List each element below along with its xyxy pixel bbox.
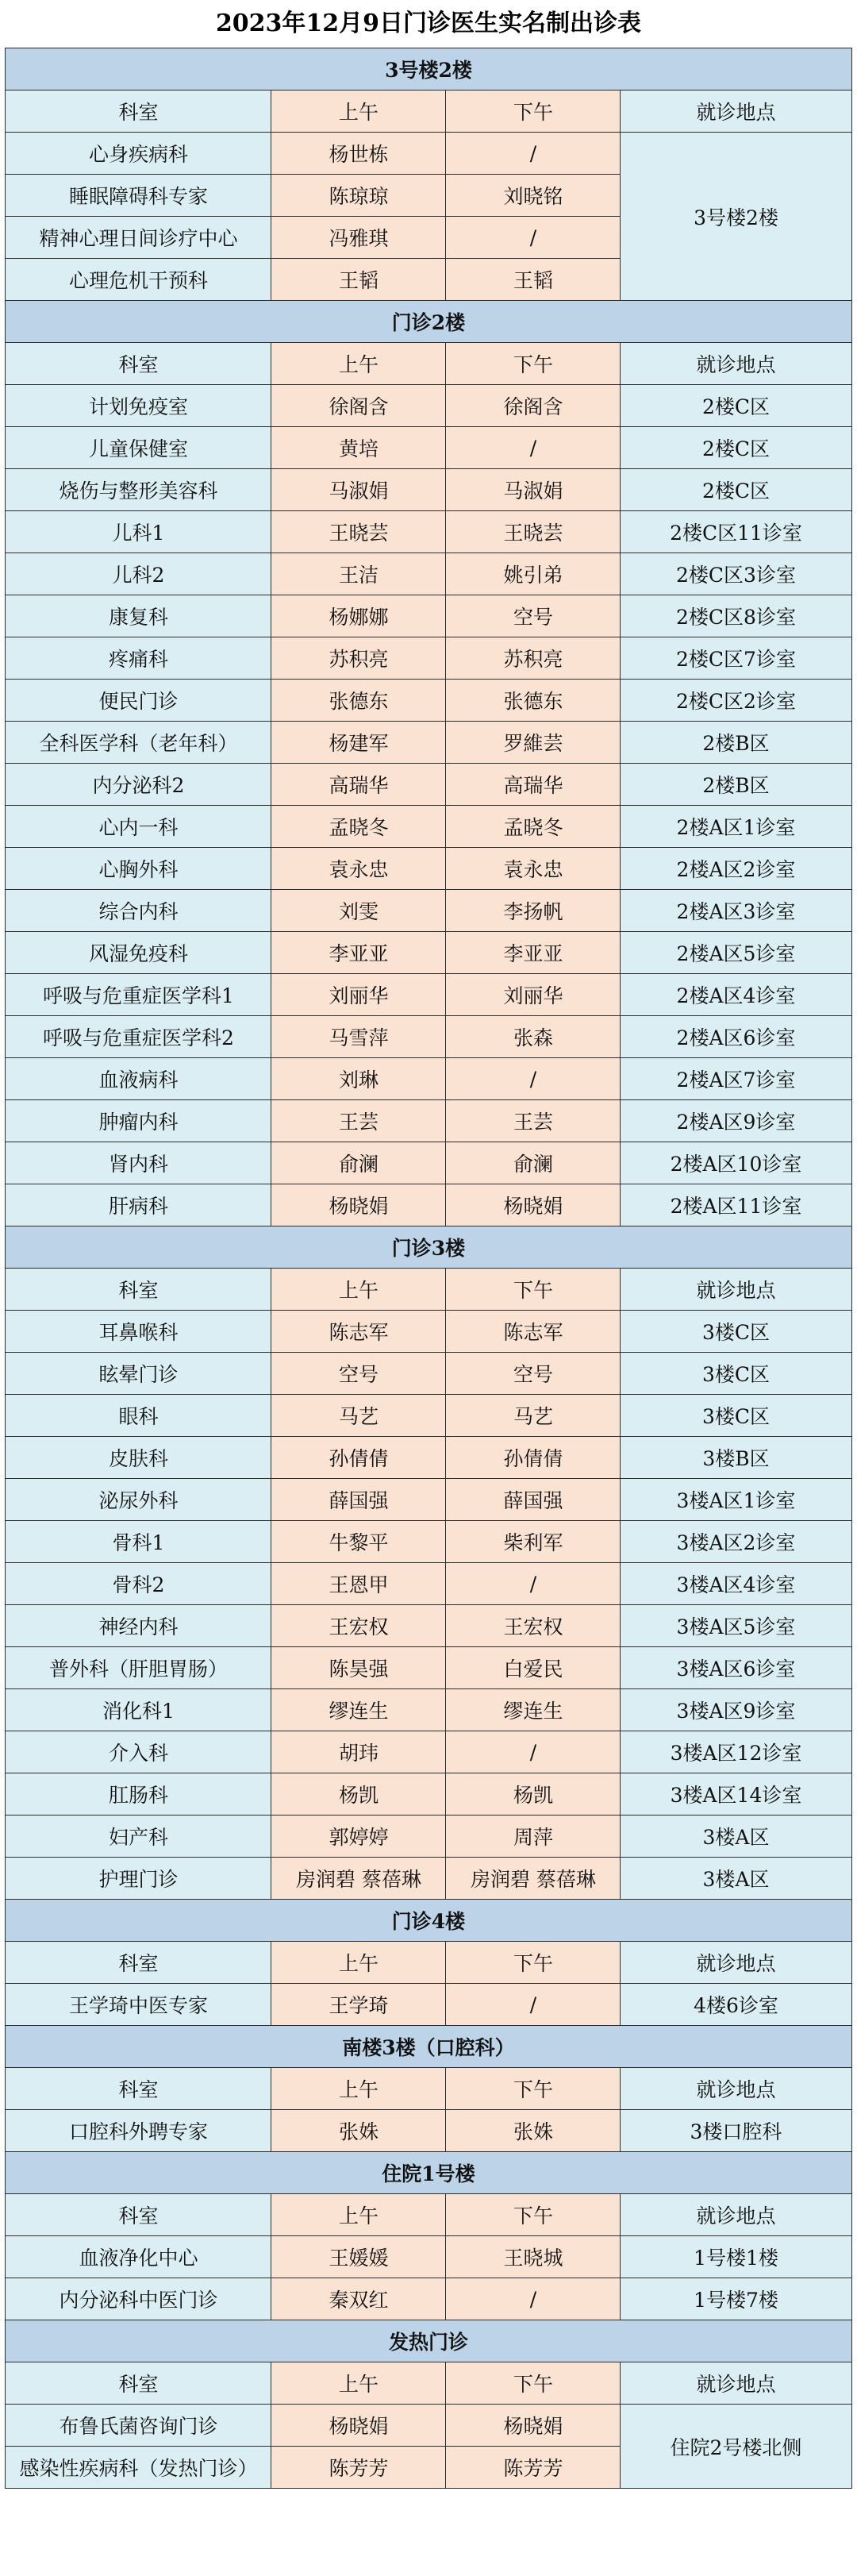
header-pm: 下午 <box>446 2068 621 2110</box>
table-row <box>6 848 851 890</box>
section-row <box>6 2152 851 2194</box>
morning-doctor-cell: 刘琳 <box>271 1058 446 1100</box>
afternoon-doctor-cell: 王宏权 <box>446 1605 621 1647</box>
department-cell: 骨科1 <box>6 1521 271 1563</box>
page-title: 2023年12月9日门诊医生实名制出诊表 <box>215 10 642 37</box>
department-cell: 睡眠障碍科专家 <box>6 175 271 217</box>
header-dept: 科室 <box>6 1942 271 1984</box>
morning-doctor-cell: 杨晓娟 <box>271 2405 446 2447</box>
morning-doctor-cell: 秦双红 <box>271 2278 446 2320</box>
location-cell: 2楼C区3诊室 <box>621 553 851 595</box>
morning-doctor-cell: 王洁 <box>271 553 446 595</box>
afternoon-doctor-cell: 柴利军 <box>446 1521 621 1563</box>
location-cell: 2楼A区3诊室 <box>621 890 851 932</box>
department-cell: 肝病科 <box>6 1184 271 1226</box>
morning-doctor-cell: 马淑娟 <box>271 469 446 511</box>
table-row <box>6 1689 851 1731</box>
department-cell: 皮肤科 <box>6 1437 271 1479</box>
location-cell: 1号楼7楼 <box>621 2278 851 2320</box>
morning-doctor-cell: 牛黎平 <box>271 1521 446 1563</box>
afternoon-doctor-cell: 罗維芸 <box>446 722 621 764</box>
location-cell: 2楼C区2诊室 <box>621 680 851 722</box>
department-cell: 护理门诊 <box>6 1858 271 1900</box>
table-row <box>6 1395 851 1437</box>
location-cell: 3楼A区6诊室 <box>621 1647 851 1689</box>
header-row <box>6 2362 851 2405</box>
department-cell: 普外科（肝胆胃肠） <box>6 1647 271 1689</box>
location-cell: 2楼B区 <box>621 764 851 806</box>
department-cell: 眼科 <box>6 1395 271 1437</box>
table-row <box>6 1058 851 1100</box>
location-cell: 2楼C区7诊室 <box>621 637 851 680</box>
table-row <box>6 1816 851 1858</box>
afternoon-doctor-cell: 袁永忠 <box>446 848 621 890</box>
table-row <box>6 385 851 427</box>
morning-doctor-cell: 缪连生 <box>271 1689 446 1731</box>
afternoon-doctor-cell: 白爱民 <box>446 1647 621 1689</box>
department-cell: 计划免疫室 <box>6 385 271 427</box>
department-cell: 康复科 <box>6 595 271 637</box>
department-cell: 风湿免疫科 <box>6 932 271 974</box>
table-row <box>6 1773 851 1816</box>
location-cell: 3楼B区 <box>621 1437 851 1479</box>
header-location: 就诊地点 <box>621 90 851 133</box>
department-cell: 妇产科 <box>6 1816 271 1858</box>
section-row <box>6 1900 851 1942</box>
department-cell: 王学琦中医专家 <box>6 1984 271 2026</box>
location-cell: 2楼A区4诊室 <box>621 974 851 1016</box>
header-pm: 下午 <box>446 1942 621 1984</box>
section-title: 南楼3楼（口腔科） <box>6 2026 851 2068</box>
morning-doctor-cell: 杨娜娜 <box>271 595 446 637</box>
department-cell: 布鲁氏菌咨询门诊 <box>6 2405 271 2447</box>
table-row <box>6 1731 851 1773</box>
morning-doctor-cell: 张德东 <box>271 680 446 722</box>
morning-doctor-cell: 孟晓冬 <box>271 806 446 848</box>
morning-doctor-cell: 杨凯 <box>271 1773 446 1816</box>
header-am: 上午 <box>271 343 446 385</box>
section-title: 门诊3楼 <box>6 1226 851 1269</box>
department-cell: 耳鼻喉科 <box>6 1311 271 1353</box>
location-cell: 2楼A区9诊室 <box>621 1100 851 1142</box>
table-row <box>6 806 851 848</box>
department-cell: 精神心理日间诊疗中心 <box>6 217 271 259</box>
department-cell: 肛肠科 <box>6 1773 271 1816</box>
location-cell: 2楼A区7诊室 <box>621 1058 851 1100</box>
header-location: 就诊地点 <box>621 2194 851 2236</box>
morning-doctor-cell: 徐阁含 <box>271 385 446 427</box>
location-cell: 3楼口腔科 <box>621 2110 851 2152</box>
location-cell: 1号楼1楼 <box>621 2236 851 2278</box>
department-cell: 便民门诊 <box>6 680 271 722</box>
afternoon-doctor-cell: 刘丽华 <box>446 974 621 1016</box>
department-cell: 心理危机干预科 <box>6 259 271 301</box>
table-row <box>6 1142 851 1184</box>
morning-doctor-cell: 陈芳芳 <box>271 2447 446 2489</box>
morning-doctor-cell: 王媛媛 <box>271 2236 446 2278</box>
location-cell: 2楼C区 <box>621 427 851 469</box>
location-cell: 3楼A区14诊室 <box>621 1773 851 1816</box>
afternoon-doctor-cell: / <box>446 133 621 175</box>
location-cell: 3楼A区5诊室 <box>621 1605 851 1647</box>
table-row <box>6 1521 851 1563</box>
morning-doctor-cell: 王学琦 <box>271 1984 446 2026</box>
table-row <box>6 1016 851 1058</box>
afternoon-doctor-cell: 姚引弟 <box>446 553 621 595</box>
table-row <box>6 469 851 511</box>
header-location: 就诊地点 <box>621 2068 851 2110</box>
morning-doctor-cell: 陈昊强 <box>271 1647 446 1689</box>
schedule-table <box>5 48 851 2489</box>
morning-doctor-cell: 苏积亮 <box>271 637 446 680</box>
morning-doctor-cell: 薛国强 <box>271 1479 446 1521</box>
header-am: 上午 <box>271 1269 446 1311</box>
table-row <box>6 2278 851 2320</box>
location-cell: 3楼C区 <box>621 1395 851 1437</box>
section-title: 3号楼2楼 <box>6 48 851 90</box>
morning-doctor-cell: 刘丽华 <box>271 974 446 1016</box>
afternoon-doctor-cell: 陈志军 <box>446 1311 621 1353</box>
header-dept: 科室 <box>6 1269 271 1311</box>
table-row <box>6 932 851 974</box>
morning-doctor-cell: 冯雅琪 <box>271 217 446 259</box>
department-cell: 内分泌科中医门诊 <box>6 2278 271 2320</box>
department-cell: 儿科2 <box>6 553 271 595</box>
location-cell: 3楼A区9诊室 <box>621 1689 851 1731</box>
table-row <box>6 680 851 722</box>
department-cell: 泌尿外科 <box>6 1479 271 1521</box>
department-cell: 呼吸与危重症医学科1 <box>6 974 271 1016</box>
header-am: 上午 <box>271 2068 446 2110</box>
afternoon-doctor-cell: 张森 <box>446 1016 621 1058</box>
morning-doctor-cell: 空号 <box>271 1353 446 1395</box>
header-am: 上午 <box>271 1942 446 1984</box>
morning-doctor-cell: 杨世栋 <box>271 133 446 175</box>
department-cell: 肾内科 <box>6 1142 271 1184</box>
header-dept: 科室 <box>6 2068 271 2110</box>
location-cell: 住院2号楼北侧 <box>621 2405 851 2489</box>
header-row <box>6 2194 851 2236</box>
department-cell: 神经内科 <box>6 1605 271 1647</box>
header-dept: 科室 <box>6 343 271 385</box>
header-pm: 下午 <box>446 343 621 385</box>
table-row <box>6 2110 851 2152</box>
table-row <box>6 2236 851 2278</box>
afternoon-doctor-cell: 张姝 <box>446 2110 621 2152</box>
table-row <box>6 1563 851 1605</box>
morning-doctor-cell: 陈志军 <box>271 1311 446 1353</box>
department-cell: 介入科 <box>6 1731 271 1773</box>
section-row <box>6 2320 851 2362</box>
location-cell: 2楼A区1诊室 <box>621 806 851 848</box>
morning-doctor-cell: 胡玮 <box>271 1731 446 1773</box>
section-title: 门诊2楼 <box>6 301 851 343</box>
morning-doctor-cell: 杨晓娟 <box>271 1184 446 1226</box>
table-row <box>6 1647 851 1689</box>
morning-doctor-cell: 高瑞华 <box>271 764 446 806</box>
location-cell: 2楼C区11诊室 <box>621 511 851 553</box>
table-row <box>6 511 851 553</box>
header-am: 上午 <box>271 2194 446 2236</box>
header-location: 就诊地点 <box>621 1942 851 1984</box>
morning-doctor-cell: 陈琼琼 <box>271 175 446 217</box>
afternoon-doctor-cell: 王韬 <box>446 259 621 301</box>
morning-doctor-cell: 袁永忠 <box>271 848 446 890</box>
morning-doctor-cell: 马艺 <box>271 1395 446 1437</box>
afternoon-doctor-cell: 苏积亮 <box>446 637 621 680</box>
morning-doctor-cell: 杨建军 <box>271 722 446 764</box>
department-cell: 消化科1 <box>6 1689 271 1731</box>
afternoon-doctor-cell: 杨凯 <box>446 1773 621 1816</box>
morning-doctor-cell: 李亚亚 <box>271 932 446 974</box>
department-cell: 骨科2 <box>6 1563 271 1605</box>
table-row <box>6 1605 851 1647</box>
header-dept: 科室 <box>6 2194 271 2236</box>
afternoon-doctor-cell: 李扬帆 <box>446 890 621 932</box>
afternoon-doctor-cell: 周萍 <box>446 1816 621 1858</box>
table-row <box>6 427 851 469</box>
afternoon-doctor-cell: 王芸 <box>446 1100 621 1142</box>
table-row <box>6 553 851 595</box>
header-dept: 科室 <box>6 2362 271 2405</box>
table-row <box>6 595 851 637</box>
table-row <box>6 1311 851 1353</box>
section-title: 发热门诊 <box>6 2320 851 2362</box>
department-cell: 血液病科 <box>6 1058 271 1100</box>
department-cell: 内分泌科2 <box>6 764 271 806</box>
header-location: 就诊地点 <box>621 1269 851 1311</box>
afternoon-doctor-cell: 房润碧 蔡蓓琳 <box>446 1858 621 1900</box>
header-am: 上午 <box>271 90 446 133</box>
location-cell: 3号楼2楼 <box>621 133 851 301</box>
afternoon-doctor-cell: / <box>446 1563 621 1605</box>
department-cell: 心身疾病科 <box>6 133 271 175</box>
afternoon-doctor-cell: 李亚亚 <box>446 932 621 974</box>
header-row <box>6 1942 851 1984</box>
location-cell: 3楼A区2诊室 <box>621 1521 851 1563</box>
location-cell: 3楼A区1诊室 <box>621 1479 851 1521</box>
location-cell: 3楼A区 <box>621 1816 851 1858</box>
afternoon-doctor-cell: / <box>446 1058 621 1100</box>
morning-doctor-cell: 王芸 <box>271 1100 446 1142</box>
table-row <box>6 974 851 1016</box>
afternoon-doctor-cell: 高瑞华 <box>446 764 621 806</box>
afternoon-doctor-cell: / <box>446 1984 621 2026</box>
location-cell: 3楼A区12诊室 <box>621 1731 851 1773</box>
department-cell: 儿童保健室 <box>6 427 271 469</box>
department-cell: 肿瘤内科 <box>6 1100 271 1142</box>
afternoon-doctor-cell: / <box>446 2278 621 2320</box>
header-location: 就诊地点 <box>621 343 851 385</box>
afternoon-doctor-cell: 陈芳芳 <box>446 2447 621 2489</box>
location-cell: 2楼A区6诊室 <box>621 1016 851 1058</box>
table-row <box>6 637 851 680</box>
location-cell: 2楼A区10诊室 <box>621 1142 851 1184</box>
header-row <box>6 343 851 385</box>
section-title: 门诊4楼 <box>6 1900 851 1942</box>
location-cell: 2楼C区8诊室 <box>621 595 851 637</box>
afternoon-doctor-cell: 空号 <box>446 1353 621 1395</box>
morning-doctor-cell: 王韬 <box>271 259 446 301</box>
afternoon-doctor-cell: 空号 <box>446 595 621 637</box>
department-cell: 眩晕门诊 <box>6 1353 271 1395</box>
department-cell: 全科医学科（老年科） <box>6 722 271 764</box>
section-row <box>6 301 851 343</box>
table-row <box>6 133 851 175</box>
table-row <box>6 1984 851 2026</box>
department-cell: 心内一科 <box>6 806 271 848</box>
morning-doctor-cell: 王晓芸 <box>271 511 446 553</box>
table-row <box>6 1479 851 1521</box>
location-cell: 2楼A区2诊室 <box>621 848 851 890</box>
header-row <box>6 90 851 133</box>
table-row <box>6 1858 851 1900</box>
table-row <box>6 764 851 806</box>
department-cell: 感染性疾病科（发热门诊） <box>6 2447 271 2489</box>
afternoon-doctor-cell: / <box>446 427 621 469</box>
afternoon-doctor-cell: 刘晓铭 <box>446 175 621 217</box>
header-row <box>6 1269 851 1311</box>
section-title: 住院1号楼 <box>6 2152 851 2194</box>
table-row <box>6 1184 851 1226</box>
afternoon-doctor-cell: 王晓芸 <box>446 511 621 553</box>
location-cell: 2楼C区 <box>621 385 851 427</box>
header-pm: 下午 <box>446 1269 621 1311</box>
table-row <box>6 1353 851 1395</box>
location-cell: 3楼C区 <box>621 1311 851 1353</box>
morning-doctor-cell: 俞澜 <box>271 1142 446 1184</box>
location-cell: 2楼C区 <box>621 469 851 511</box>
location-cell: 2楼A区11诊室 <box>621 1184 851 1226</box>
location-cell: 2楼B区 <box>621 722 851 764</box>
location-cell: 2楼A区5诊室 <box>621 932 851 974</box>
afternoon-doctor-cell: 俞澜 <box>446 1142 621 1184</box>
header-pm: 下午 <box>446 2362 621 2405</box>
table-row <box>6 1437 851 1479</box>
morning-doctor-cell: 黄培 <box>271 427 446 469</box>
department-cell: 心胸外科 <box>6 848 271 890</box>
afternoon-doctor-cell: 缪连生 <box>446 1689 621 1731</box>
section-row <box>6 48 851 90</box>
department-cell: 呼吸与危重症医学科2 <box>6 1016 271 1058</box>
department-cell: 综合内科 <box>6 890 271 932</box>
location-cell: 3楼A区4诊室 <box>621 1563 851 1605</box>
morning-doctor-cell: 郭婷婷 <box>271 1816 446 1858</box>
department-cell: 疼痛科 <box>6 637 271 680</box>
location-cell: 3楼A区 <box>621 1858 851 1900</box>
department-cell: 血液净化中心 <box>6 2236 271 2278</box>
afternoon-doctor-cell: 孟晓冬 <box>446 806 621 848</box>
afternoon-doctor-cell: 孙倩倩 <box>446 1437 621 1479</box>
location-cell: 3楼C区 <box>621 1353 851 1395</box>
afternoon-doctor-cell: 杨晓娟 <box>446 1184 621 1226</box>
table-row <box>6 2405 851 2447</box>
table-row <box>6 1100 851 1142</box>
afternoon-doctor-cell: 张德东 <box>446 680 621 722</box>
morning-doctor-cell: 王恩甲 <box>271 1563 446 1605</box>
afternoon-doctor-cell: 王晓城 <box>446 2236 621 2278</box>
section-row <box>6 1226 851 1269</box>
table-row <box>6 890 851 932</box>
morning-doctor-cell: 孙倩倩 <box>271 1437 446 1479</box>
header-pm: 下午 <box>446 2194 621 2236</box>
section-row <box>6 2026 851 2068</box>
header-pm: 下午 <box>446 90 621 133</box>
afternoon-doctor-cell: 杨晓娟 <box>446 2405 621 2447</box>
afternoon-doctor-cell: 马淑娟 <box>446 469 621 511</box>
department-cell: 烧伤与整形美容科 <box>6 469 271 511</box>
header-am: 上午 <box>271 2362 446 2405</box>
location-cell: 4楼6诊室 <box>621 1984 851 2026</box>
morning-doctor-cell: 张姝 <box>271 2110 446 2152</box>
header-dept: 科室 <box>6 90 271 133</box>
morning-doctor-cell: 房润碧 蔡蓓琳 <box>271 1858 446 1900</box>
header-row <box>6 2068 851 2110</box>
morning-doctor-cell: 王宏权 <box>271 1605 446 1647</box>
header-location: 就诊地点 <box>621 2362 851 2405</box>
afternoon-doctor-cell: 马艺 <box>446 1395 621 1437</box>
department-cell: 口腔科外聘专家 <box>6 2110 271 2152</box>
morning-doctor-cell: 马雪萍 <box>271 1016 446 1058</box>
afternoon-doctor-cell: / <box>446 217 621 259</box>
department-cell: 儿科1 <box>6 511 271 553</box>
afternoon-doctor-cell: 徐阁含 <box>446 385 621 427</box>
morning-doctor-cell: 刘雯 <box>271 890 446 932</box>
afternoon-doctor-cell: / <box>446 1731 621 1773</box>
afternoon-doctor-cell: 薛国强 <box>446 1479 621 1521</box>
table-row <box>6 722 851 764</box>
